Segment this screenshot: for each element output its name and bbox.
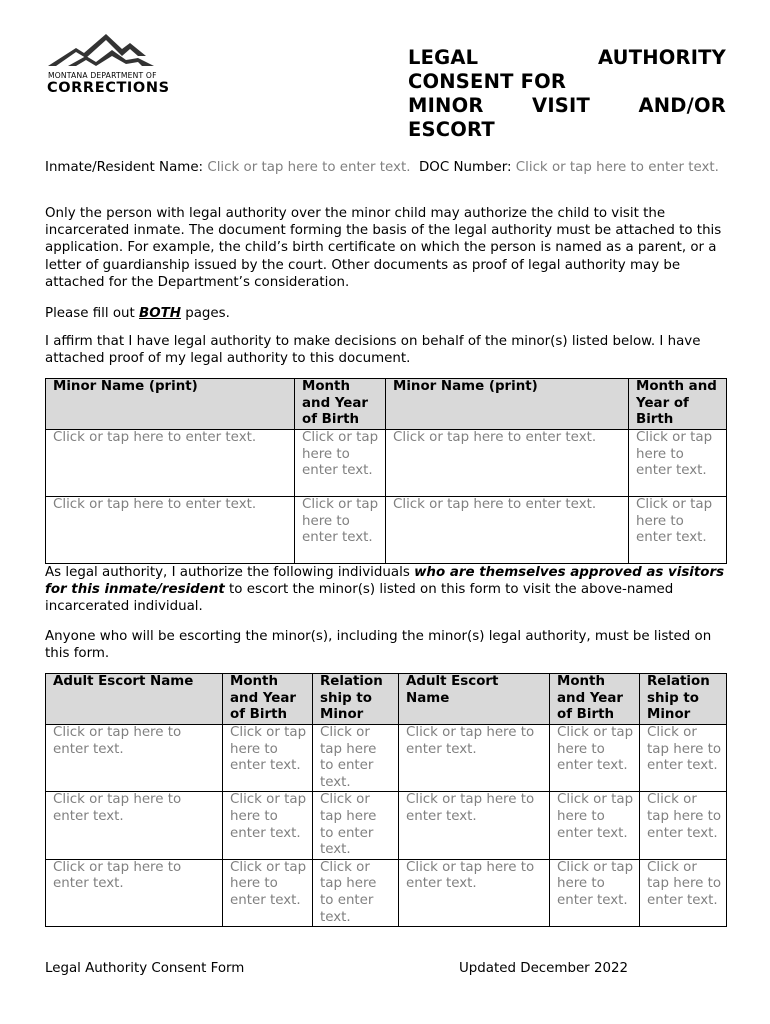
- authorize-suffix: to escort the minor(s) listed on this form to visit the above-named incarcerated individual.: [45, 582, 674, 615]
- column-header: Relation ship to Minor: [640, 674, 727, 725]
- mountain-logo-icon: [46, 32, 170, 72]
- minor-table: [45, 378, 727, 564]
- column-header: Adult Escort Name: [46, 674, 223, 725]
- fill-suffix: pages.: [180, 306, 230, 321]
- escort-name-field[interactable]: Click or tap here to enter text.: [46, 725, 223, 792]
- escort-relationship-field[interactable]: Click or tap here to enter text.: [640, 859, 727, 926]
- minor-birth-field[interactable]: Click or tap here to enter text.: [295, 430, 386, 497]
- column-header: Adult Escort Name: [399, 674, 550, 725]
- table-row: [46, 497, 727, 564]
- title-word: ESCORT: [408, 118, 495, 141]
- title-word: VISIT: [532, 94, 590, 117]
- doc-number-label: DOC Number:: [418, 160, 512, 175]
- escort-birth-field[interactable]: Click or tap here to enter text.: [550, 725, 640, 792]
- title-word: AUTHORITY: [597, 46, 726, 69]
- minor-birth-field[interactable]: Click or tap here to enter text.: [629, 497, 727, 564]
- escort-relationship-field[interactable]: Click or tap here to enter text.: [313, 859, 399, 926]
- inmate-name-label: Inmate/Resident Name:: [45, 160, 204, 175]
- title-word: LEGAL: [408, 46, 479, 69]
- doc-number-field[interactable]: Click or tap here to enter text.: [515, 160, 719, 175]
- inmate-name-field[interactable]: Click or tap here to enter text.: [207, 160, 411, 175]
- escort-relationship-field[interactable]: Click or tap here to enter text.: [640, 792, 727, 859]
- table-row: [46, 859, 727, 926]
- inmate-info: [45, 159, 727, 176]
- escort-birth-field[interactable]: Click or tap here to enter text.: [223, 859, 313, 926]
- escort-birth-field[interactable]: Click or tap here to enter text.: [550, 859, 640, 926]
- minor-name-field[interactable]: Click or tap here to enter text.: [46, 430, 295, 497]
- escort-note: Anyone who will be escorting the minor(s), including the minor(s) legal authority, must be listed on this form.: [45, 629, 712, 662]
- minor-name-field[interactable]: Click or tap here to enter text.: [386, 497, 629, 564]
- department-logo: [46, 32, 170, 98]
- column-header: Month and Year of Birth: [550, 674, 640, 725]
- table-header-row: [46, 674, 727, 725]
- table-row: [46, 792, 727, 859]
- column-header: Month and Year of Birth: [629, 379, 727, 430]
- title-word: CONSENT FOR: [408, 70, 567, 93]
- column-header: Minor Name (print): [386, 379, 629, 430]
- fill-prefix: Please fill out: [45, 306, 140, 321]
- escort-birth-field[interactable]: Click or tap here to enter text.: [550, 792, 640, 859]
- minor-birth-field[interactable]: Click or tap here to enter text.: [629, 430, 727, 497]
- escort-relationship-field[interactable]: Click or tap here to enter text.: [313, 792, 399, 859]
- authorize-emphasis: who are themselves approved as visitors for this inmate/resident: [45, 565, 725, 598]
- authorize-prefix: As legal authority, I authorize the following individuals: [45, 565, 415, 580]
- page-title: [408, 46, 726, 142]
- escort-name-field[interactable]: Click or tap here to enter text.: [399, 859, 550, 926]
- fill-instruction: [45, 305, 727, 322]
- footer-form-name: Legal Authority Consent Form: [45, 961, 245, 976]
- minor-birth-field[interactable]: Click or tap here to enter text.: [295, 497, 386, 564]
- title-word: MINOR: [408, 94, 484, 117]
- escort-name-field[interactable]: Click or tap here to enter text.: [46, 859, 223, 926]
- escort-name-field[interactable]: Click or tap here to enter text.: [399, 792, 550, 859]
- minor-name-field[interactable]: Click or tap here to enter text.: [46, 497, 295, 564]
- affirm-paragraph: I affirm that I have legal authority to make decisions on behalf of the minor(s) listed below. I have attached proof of my legal authority to this document.: [45, 334, 701, 367]
- column-header: Month and Year of Birth: [295, 379, 386, 430]
- title-word: AND/OR: [638, 94, 726, 117]
- intro-paragraph: Only the person with legal authority over the minor child may authorize the child to visit the incarcerated inmate. The document forming the basis of the legal authority must be attached to this application. For example, the child’s birth certificate on which the person is named as a parent, or a letter of guardianship issued by the court. Other documents as proof of legal authority may be attached for the Department’s consideration.: [45, 206, 722, 290]
- fill-emphasis: BOTH: [139, 306, 181, 321]
- escort-table: [45, 673, 727, 927]
- logo-line-department: MONTANA DEPARTMENT OF: [48, 71, 157, 80]
- minor-name-field[interactable]: Click or tap here to enter text.: [386, 430, 629, 497]
- column-header: Minor Name (print): [46, 379, 295, 430]
- escort-relationship-field[interactable]: Click or tap here to enter text.: [640, 725, 727, 792]
- column-header: Month and Year of Birth: [223, 674, 313, 725]
- escort-birth-field[interactable]: Click or tap here to enter text.: [223, 725, 313, 792]
- footer-updated-date: Updated December 2022: [459, 961, 629, 976]
- escort-name-field[interactable]: Click or tap here to enter text.: [399, 725, 550, 792]
- authorize-paragraph: [45, 564, 727, 616]
- logo-line-corrections: CORRECTIONS: [47, 80, 170, 96]
- column-header: Relation ship to Minor: [313, 674, 399, 725]
- escort-birth-field[interactable]: Click or tap here to enter text.: [223, 792, 313, 859]
- table-header-row: [46, 379, 727, 430]
- escort-relationship-field[interactable]: Click or tap here to enter text.: [313, 725, 399, 792]
- escort-name-field[interactable]: Click or tap here to enter text.: [46, 792, 223, 859]
- table-row: [46, 725, 727, 792]
- table-row: [46, 430, 727, 497]
